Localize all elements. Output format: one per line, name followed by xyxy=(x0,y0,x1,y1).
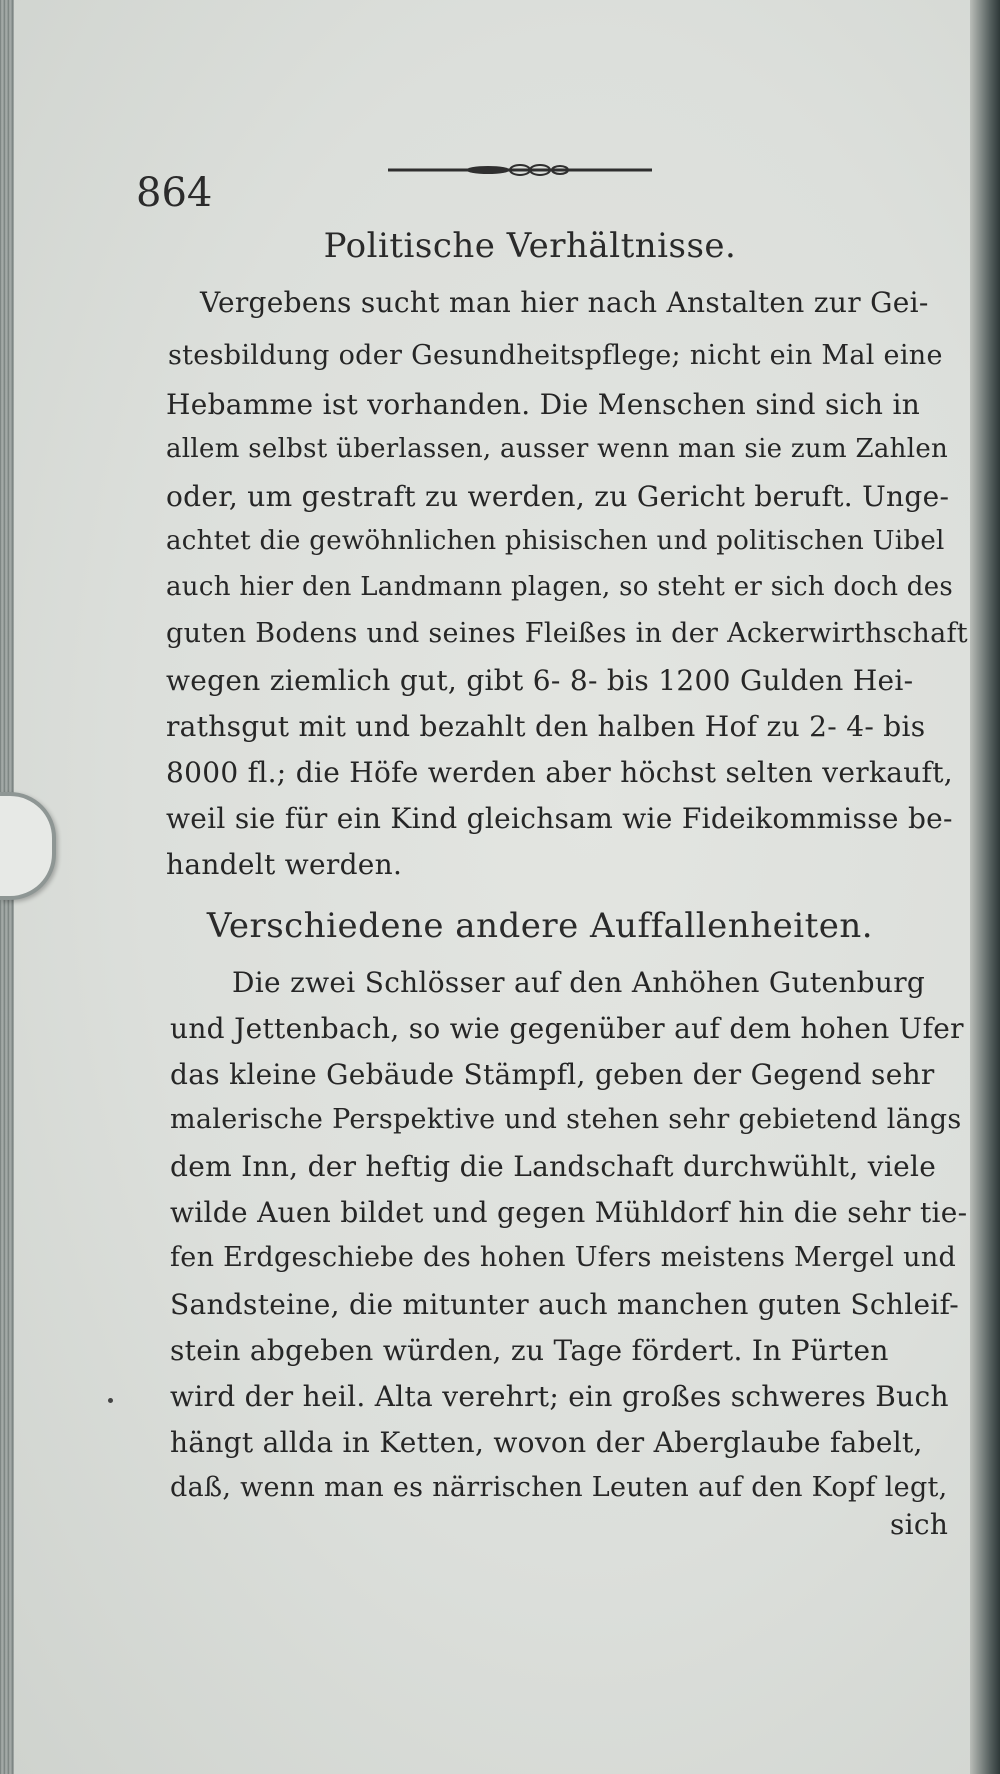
text-line: dem Inn, der heftig die Landschaft durchwühlt, viele xyxy=(170,1150,937,1183)
text-line: wird der heil. Alta verehrt; ein großes schweres Buch xyxy=(170,1380,949,1413)
text-line: achtet die gewöhnlichen phisischen und politischen Uibel xyxy=(166,526,945,556)
text-line: fen Erdgeschiebe des hohen Ufers meistens Mergel und xyxy=(170,1242,957,1273)
text-line: handelt werden. xyxy=(166,848,403,881)
page xyxy=(14,0,970,1774)
text-line: daß, wenn man es närrischen Leuten auf den Kopf legt, xyxy=(170,1472,948,1503)
section-heading-auffallenheiten: Verschiedene andere Auffallenheiten. xyxy=(206,906,874,946)
text-line: 8000 fl.; die Höfe werden aber höchst selten verkauft, xyxy=(166,756,953,789)
text-line: guten Bodens und seines Fleißes in der Ackerwirthschaft xyxy=(166,618,968,649)
ornament-rule xyxy=(388,163,652,177)
text-line: stein abgeben würden, zu Tage fördert. In Pürten xyxy=(170,1334,889,1367)
text-line: Vergebens sucht man hier nach Anstalten zur Gei- xyxy=(200,286,929,319)
text-line: weil sie für ein Kind gleichsam wie Fideikommisse be- xyxy=(166,802,953,835)
text-line: wilde Auen bildet und gegen Mühldorf hin die sehr tie- xyxy=(170,1196,968,1229)
page-number: 864 xyxy=(136,170,213,216)
text-line: rathsgut mit und bezahlt den halben Hof zu 2- 4- bis xyxy=(166,710,926,743)
text-line: wegen ziemlich gut, gibt 6- 8- bis 1200 Gulden Hei- xyxy=(166,664,914,697)
text-line: Sandsteine, die mitunter auch manchen guten Schleif- xyxy=(170,1288,960,1321)
ink-speck xyxy=(108,1398,113,1403)
text-line: Die zwei Schlösser auf den Anhöhen Gutenburg xyxy=(232,966,926,999)
catchword: sich xyxy=(890,1508,949,1541)
text-line: auch hier den Landmann plagen, so steht er sich doch des xyxy=(166,572,954,602)
text-line: allem selbst überlassen, ausser wenn man sie zum Zahlen xyxy=(166,434,949,464)
text-line: oder, um gestraft zu werden, zu Gericht beruft. Unge- xyxy=(166,480,950,513)
section-heading-politische-verhaeltnisse: Politische Verhältnisse. xyxy=(323,226,737,266)
text-line: malerische Perspektive und stehen sehr gebietend längs xyxy=(170,1104,962,1135)
text-line: Hebamme ist vorhanden. Die Menschen sind sich in xyxy=(166,388,921,421)
text-line: stesbildung oder Gesundheitspflege; nicht ein Mal eine xyxy=(168,340,943,371)
text-line: das kleine Gebäude Stämpfl, geben der Gegend sehr xyxy=(170,1058,935,1091)
text-line: und Jettenbach, so wie gegenüber auf dem hohen Ufer xyxy=(170,1012,964,1045)
text-line: hängt allda in Ketten, wovon der Aberglaube fabelt, xyxy=(170,1426,923,1459)
